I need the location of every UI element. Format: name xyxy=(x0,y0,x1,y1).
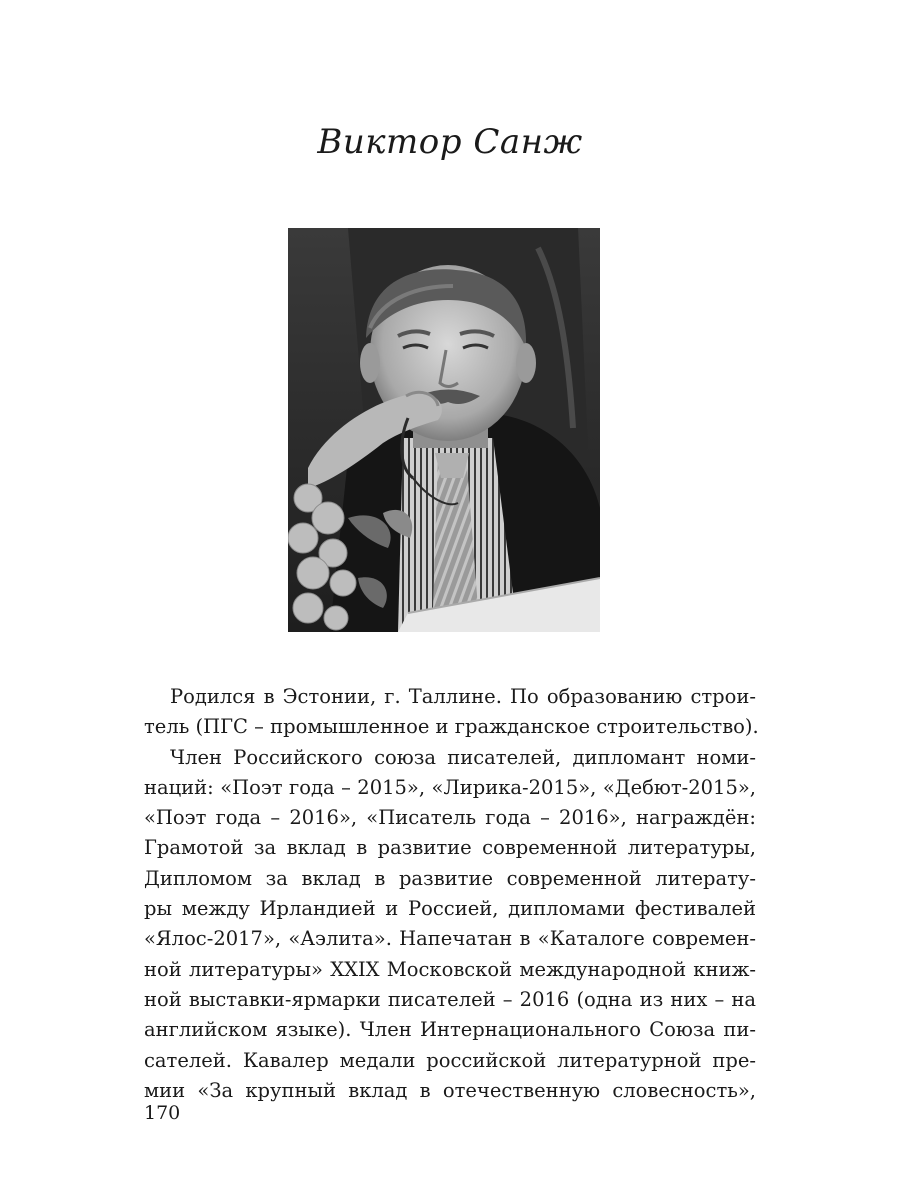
bio-line: «Поэт года – 2016», «Писатель года – 2016», награждён: xyxy=(144,806,756,830)
bio-line: Родился в Эстонии, г. Таллине. По образованию строи- xyxy=(170,685,756,708)
author-name-heading: Виктор Санж xyxy=(317,122,583,162)
bio-line: тель (ПГС – промышленное и гражданское строительство). xyxy=(144,715,759,739)
bio-line: Дипломом за вклад в развитие современной литерату- xyxy=(144,866,756,890)
page-number: 170 xyxy=(144,1102,181,1124)
author-portrait-photo xyxy=(288,228,600,632)
bio-line: «Ялос-2017», «Аэлита». Напечатан в «Каталоге современ- xyxy=(144,927,756,951)
bio-line: Грамотой за вклад в развитие современной литературы, xyxy=(144,836,756,860)
bio-line: сателей. Кавалер медали российской литературной пре- xyxy=(144,1048,756,1072)
bio-line: ной выставки-ярмарки писателей – 2016 (одна из них – на xyxy=(144,987,756,1011)
bio-line: Член Российского союза писателей, дипломант номи- xyxy=(170,745,756,769)
bio-line: английском языке). Член Интернационального Союза пи- xyxy=(144,1018,756,1042)
bio-line: наций: «Поэт года – 2015», «Лирика-2015», «Дебют-2015», xyxy=(144,775,756,799)
bio-line: ной литературы» XXIX Московской международной книж- xyxy=(144,957,756,981)
bio-line: мии «За крупный вклад в отечественную словесность», xyxy=(144,1078,756,1102)
biography-text xyxy=(144,682,759,1106)
bio-line: ры между Ирландией и Россией, дипломами фестивалей xyxy=(144,897,756,921)
